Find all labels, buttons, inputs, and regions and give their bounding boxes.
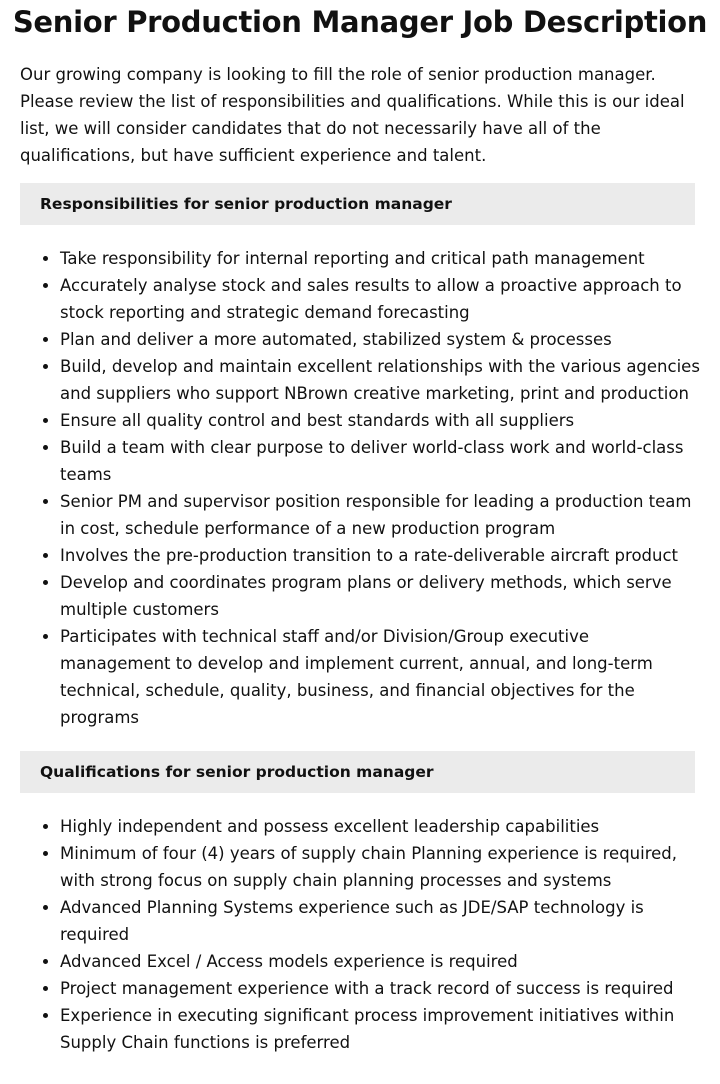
list-item: • Senior PM and supervisor position responsible for leading a production team in cost, schedule performance of a new production program bbox=[60, 488, 700, 542]
list-item: • Experience in executing significant process improvement initiatives within Supply Chain functions is preferred bbox=[60, 1002, 700, 1056]
list-item: • Plan and deliver a more automated, stabilized system & processes bbox=[60, 326, 700, 353]
list-item: • Accurately analyse stock and sales results to allow a proactive approach to stock reporting and strategic demand forecasting bbox=[60, 272, 700, 326]
list-item: • Advanced Excel / Access models experience is required bbox=[60, 948, 700, 975]
list-item: • Participates with technical staff and/or Division/Group executive management to develop and implement current, annual, and long-term technical, schedule, quality, business, and financial objectives for the programs bbox=[60, 623, 700, 731]
list-item: • Build, develop and maintain excellent relationships with the various agencies and suppliers who support NBrown creative marketing, print and production bbox=[60, 353, 700, 407]
qualifications-heading: Qualifications for senior production manager bbox=[20, 751, 695, 793]
list-item: • Develop and coordinates program plans or delivery methods, which serve multiple customers bbox=[60, 569, 700, 623]
list-item: • Take responsibility for internal reporting and critical path management bbox=[60, 245, 700, 272]
list-item: • Ensure all quality control and best standards with all suppliers bbox=[60, 407, 700, 434]
list-item: • Project management experience with a track record of success is required bbox=[60, 975, 700, 1002]
qualifications-list bbox=[20, 813, 700, 1056]
list-item: • Advanced Planning Systems experience such as JDE/SAP technology is required bbox=[60, 894, 700, 948]
list-item: • Minimum of four (4) years of supply chain Planning experience is required, with strong focus on supply chain planning processes and systems bbox=[60, 840, 700, 894]
intro-paragraph: Our growing company is looking to fill the role of senior production manager. Please review the list of responsibilities and qualifications. While this is our ideal list, we will consider candidates that do not necessarily have all of the qualifications, but have sufficient experience and talent. bbox=[20, 65, 685, 165]
responsibilities-heading: Responsibilities for senior production manager bbox=[20, 183, 695, 225]
list-item: • Build a team with clear purpose to deliver world-class work and world-class teams bbox=[60, 434, 700, 488]
list-item: • Highly independent and possess excellent leadership capabilities bbox=[60, 813, 700, 840]
responsibilities-list bbox=[20, 245, 700, 731]
list-item: • Involves the pre-production transition to a rate-deliverable aircraft product bbox=[60, 542, 700, 569]
page-title: Senior Production Manager Job Description bbox=[12, 5, 708, 39]
